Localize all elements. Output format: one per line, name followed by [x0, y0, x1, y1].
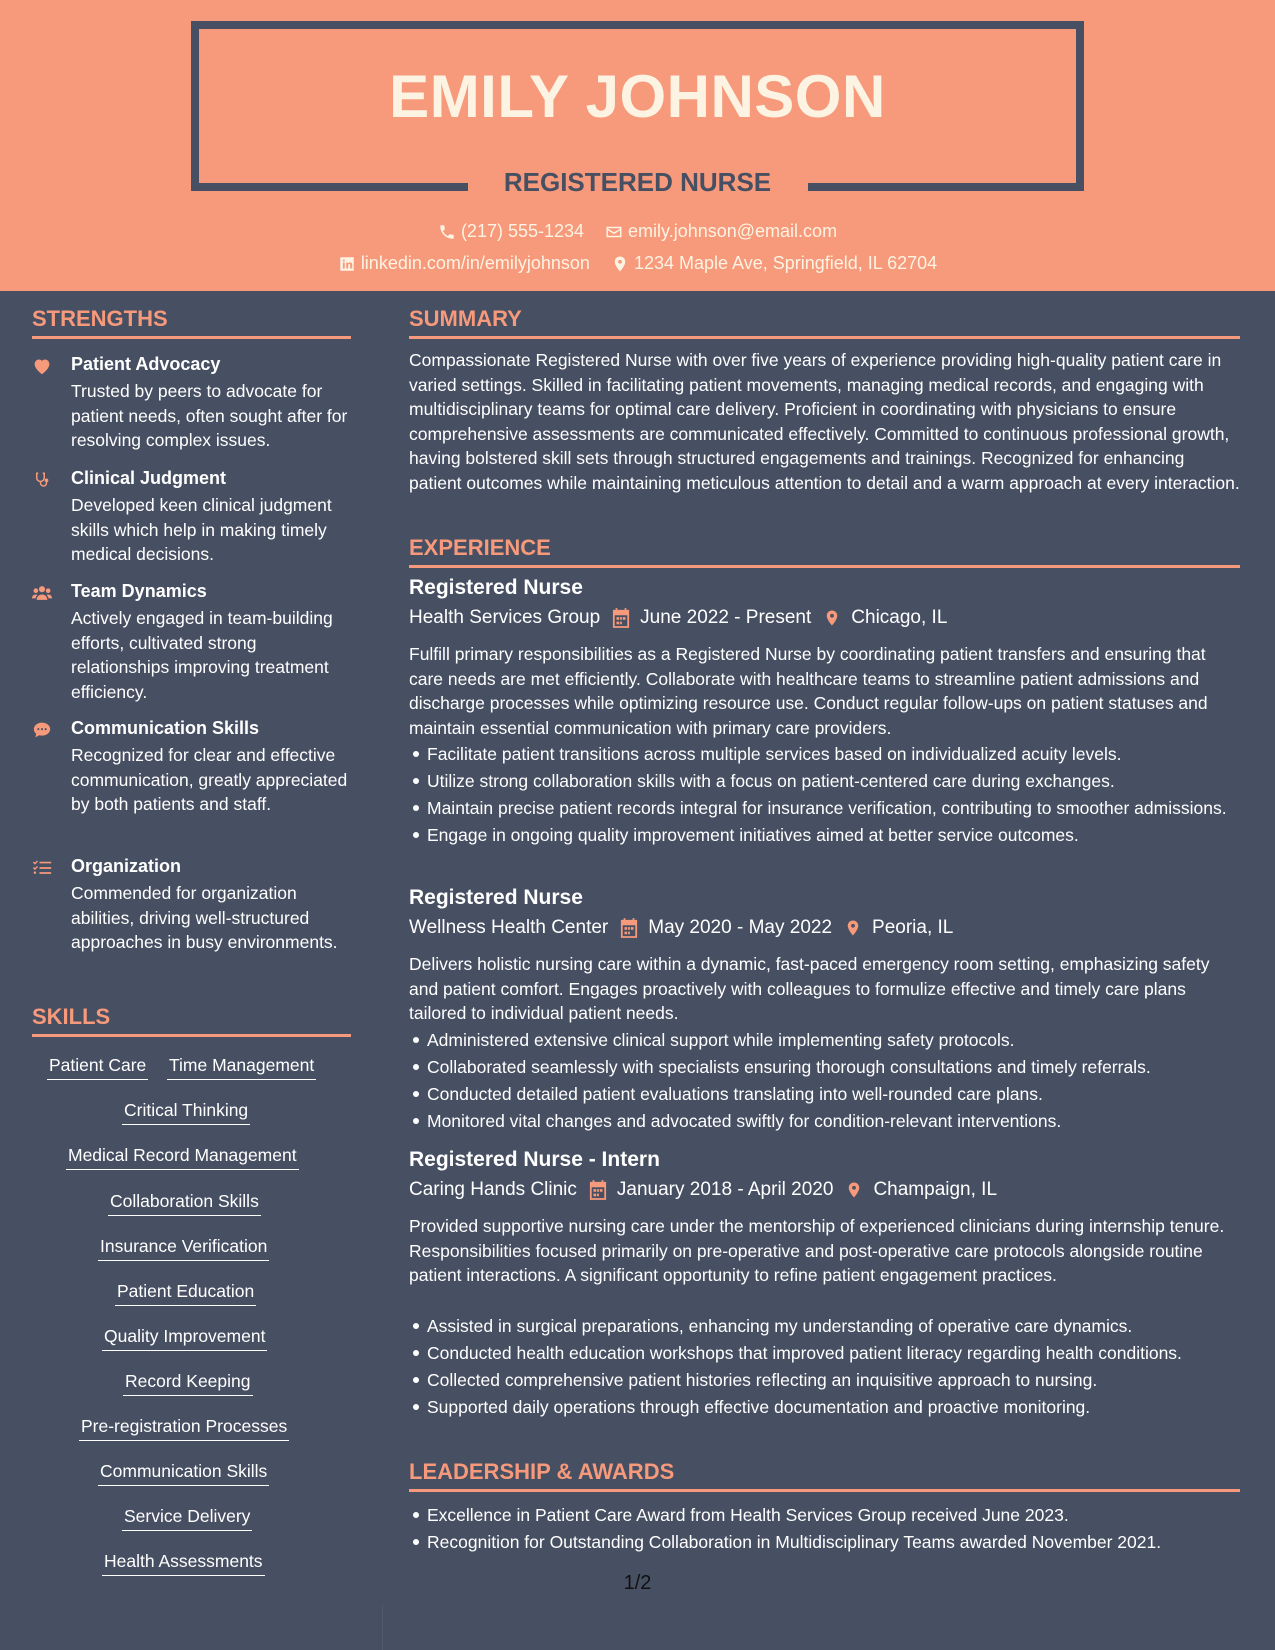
job-location: Chicago, IL	[851, 607, 948, 628]
job-description: Fulfill primary responsibilities as a Registered Nurse by coordinating patient transfers and ensuring that care needs are met efficiently. Collaborate with healthcare teams to streamline patient admissions and discharge processes while optimizing resource use. Conduct regular follow-ups on patient statuses and maintain essential communication with primary care providers.	[409, 644, 1208, 738]
award-item: Recognition for Outstanding Collaboration in Multidisciplinary Teams awarded November 2021.	[409, 1530, 1240, 1554]
resume-header	[0, 0, 1275, 291]
calendar-icon	[612, 608, 630, 628]
strength-desc: Recognized for clear and effective communication, greatly appreciated by both patients and staff.	[71, 745, 348, 814]
strength-desc: Trusted by peers to advocate for patient needs, often sought after for resolving complex issues.	[71, 381, 348, 450]
address-contact	[611, 253, 937, 274]
strength-title: Clinical Judgment	[71, 468, 227, 488]
email-text: emily.johnson@email.com	[628, 221, 838, 241]
job-description: Delivers holistic nursing care within a dynamic, fast-paced emergency room setting, emphasizing safety and patient comfort. Engages proactively with colleagues to formulize effective and timely care plans tailored to individual patient needs.	[409, 954, 1210, 1023]
job-company: Health Services Group	[409, 607, 601, 628]
job-meta	[409, 917, 953, 939]
contact-row-1	[0, 221, 1275, 246]
award-item: Excellence in Patient Care Award from Health Services Group received June 2023.	[409, 1503, 1240, 1527]
phone-icon	[438, 223, 456, 241]
job-bullets	[409, 1314, 1240, 1422]
skill-tag: Record Keeping	[123, 1371, 253, 1396]
envelope-icon	[605, 223, 623, 241]
skill-tag: Patient Care	[47, 1055, 148, 1080]
strength-title: Communication Skills	[71, 718, 260, 738]
job-bullets	[409, 742, 1240, 850]
linkedin-text: linkedin.com/in/emilyjohnson	[360, 253, 590, 273]
job-company: Wellness Health Center	[409, 917, 609, 938]
job-bullet: Utilize strong collaboration skills with a focus on patient-centered care during exchanges.	[409, 769, 1240, 793]
job-bullet: Facilitate patient transitions across multiple services based on individualized acuity levels.	[409, 742, 1240, 766]
skill-tag: Quality Improvement	[102, 1326, 267, 1351]
skill-tag: Collaboration Skills	[108, 1191, 261, 1216]
strength-title: Team Dynamics	[71, 581, 207, 601]
stethoscope-icon	[32, 471, 54, 489]
summary-text: Compassionate Registered Nurse with over five years of experience providing high-quality patient care in varied settings. Skilled in facilitating patient movements, managing medical records, and engaging with multidisciplinary teams for optimal care delivery. Proficient in coordinating with physicians to ensure comprehensive assessments are communicated effectively. Committed to continuous professional growth, having bolstered skill sets through structured engagements and trainings. Recognized for enhancing patient outcomes while maintaining meticulous attention to detail and a warm approach at every interaction.	[409, 350, 1240, 493]
map-pin-icon	[823, 608, 841, 628]
checklist-icon	[32, 859, 54, 877]
heart-icon	[32, 357, 54, 375]
summary-title: SUMMARY	[409, 306, 1240, 339]
phone-text: (217) 555-1234	[460, 221, 585, 241]
job-meta	[409, 1179, 997, 1201]
strength-desc: Developed keen clinical judgment skills which help in making timely medical decisions.	[71, 495, 332, 564]
job-bullet: Administered extensive clinical support while implementing safety protocols.	[409, 1028, 1240, 1052]
strength-desc: Actively engaged in team-building efforts, cultivated strong relationships improving treatment efficiency.	[71, 608, 333, 702]
skill-tag: Patient Education	[115, 1281, 256, 1306]
calendar-icon	[589, 1180, 607, 1200]
leadership-title: LEADERSHIP & AWARDS	[409, 1459, 1240, 1492]
linkedin-icon	[338, 255, 356, 273]
skill-tag: Time Management	[167, 1055, 316, 1080]
column-divider	[382, 1605, 383, 1650]
job-bullets	[409, 1028, 1240, 1136]
map-pin-icon	[845, 1180, 863, 1200]
job-meta	[409, 607, 947, 629]
skill-tag: Communication Skills	[98, 1461, 269, 1486]
skill-tag: Health Assessments	[102, 1551, 265, 1576]
skill-tag: Medical Record Management	[66, 1145, 299, 1170]
job-bullet: Supported daily operations through effective documentation and proactive monitoring.	[409, 1395, 1240, 1419]
strength-title: Patient Advocacy	[71, 354, 221, 374]
leadership-list	[409, 1503, 1240, 1557]
job-dates: June 2022 - Present	[640, 607, 812, 628]
job-company: Caring Hands Clinic	[409, 1179, 577, 1200]
job-bullet: Conducted detailed patient evaluations translating into well-rounded care plans.	[409, 1082, 1240, 1106]
email-contact[interactable]	[605, 221, 837, 242]
job-title: Registered Nurse	[409, 576, 583, 599]
job-bullet: Collaborated seamlessly with specialists ensuring thorough consultations and timely referrals.	[409, 1055, 1240, 1079]
job-bullet: Collected comprehensive patient histories reflecting an inquisitive approach to nursing.	[409, 1368, 1240, 1392]
skill-tag: Service Delivery	[122, 1506, 252, 1531]
job-dates: May 2020 - May 2022	[648, 917, 833, 938]
contact-row-2	[0, 253, 1275, 278]
skill-tag: Pre-registration Processes	[79, 1416, 289, 1441]
job-description: Provided supportive nursing care under the mentorship of experienced clinicians during internship tenure. Responsibilities focused primarily on pre-operative and post-operative care protocols alongside routine patient interactions. A significant opportunity to refine patient engagement practices.	[409, 1216, 1225, 1285]
job-bullet: Conducted health education workshops that improved patient literacy regarding health conditions.	[409, 1341, 1240, 1365]
calendar-icon	[620, 918, 638, 938]
experience-title: EXPERIENCE	[409, 535, 1240, 568]
address-text: 1234 Maple Ave, Springfield, IL 62704	[633, 253, 938, 273]
job-location: Champaign, IL	[873, 1179, 998, 1200]
page-number: 1/2	[623, 1572, 652, 1594]
chat-icon	[32, 721, 54, 739]
phone-contact[interactable]	[438, 221, 584, 242]
job-bullet: Maintain precise patient records integral for insurance verification, contributing to smoother admissions.	[409, 796, 1240, 820]
strength-title: Organization	[71, 856, 182, 876]
job-location: Peoria, IL	[872, 917, 954, 938]
skill-tag: Critical Thinking	[122, 1100, 250, 1125]
strength-desc: Commended for organization abilities, driving well-structured approaches in busy environments.	[71, 883, 338, 952]
candidate-role: REGISTERED NURSE	[503, 167, 772, 197]
map-pin-icon	[844, 918, 862, 938]
job-title: Registered Nurse	[409, 886, 583, 909]
job-bullet: Assisted in surgical preparations, enhancing my understanding of operative care dynamics.	[409, 1314, 1240, 1338]
candidate-name: EMILY JOHNSON	[389, 63, 886, 130]
job-bullet: Engage in ongoing quality improvement initiatives aimed at better service outcomes.	[409, 823, 1240, 847]
job-title: Registered Nurse - Intern	[409, 1148, 660, 1171]
job-dates: January 2018 - April 2020	[616, 1179, 834, 1200]
map-pin-icon	[611, 255, 629, 273]
skill-tag: Insurance Verification	[98, 1236, 269, 1261]
skills-title: SKILLS	[32, 1004, 351, 1037]
linkedin-contact[interactable]	[338, 253, 590, 274]
strengths-title: STRENGTHS	[32, 306, 351, 339]
job-bullet: Monitored vital changes and advocated swiftly for condition-relevant interventions.	[409, 1109, 1240, 1133]
users-icon	[32, 584, 54, 602]
